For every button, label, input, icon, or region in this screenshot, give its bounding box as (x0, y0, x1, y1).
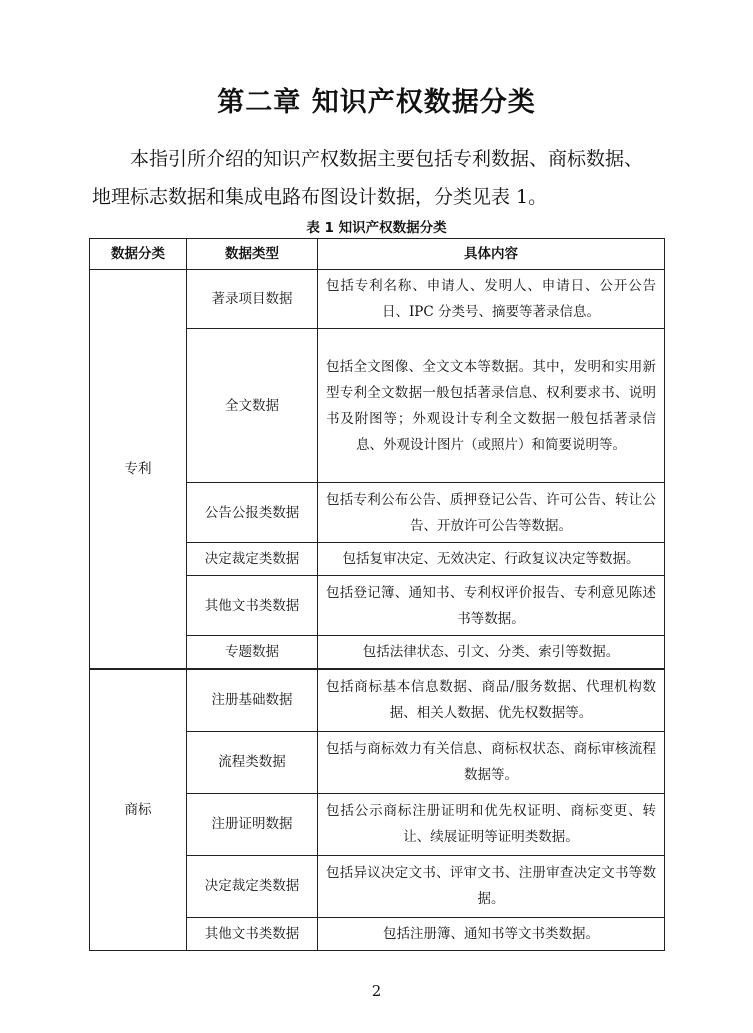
intro-paragraph (90, 140, 670, 216)
content-cell: 包括专利公布公告、质押登记公告、许可公告、转让公告、开放许可公告等数据。 (318, 483, 665, 543)
type-cell: 全文数据 (187, 329, 318, 483)
category-cell-trademark: 商标 (90, 669, 187, 950)
table-row (90, 669, 665, 731)
content-cell: 包括法律状态、引文、分类、索引等数据。 (318, 636, 665, 670)
type-cell: 注册证明数据 (187, 793, 318, 855)
header-category: 数据分类 (90, 239, 187, 270)
page-number: 2 (371, 982, 382, 1000)
table-caption: 表 1 知识产权数据分类 (306, 220, 447, 236)
intro-line-2: 地理标志数据和集成电路布图设计数据，分类见表 1。 (92, 186, 548, 208)
content-cell: 包括登记簿、通知书、专利权评价报告、专利意见陈述书等数据。 (318, 576, 665, 636)
type-cell: 其他文书类数据 (187, 917, 318, 950)
content-cell: 包括专利名称、申请人、发明人、申请日、公开公告日、IPC 分类号、摘要等著录信息。 (318, 270, 665, 329)
type-cell: 注册基础数据 (187, 669, 318, 731)
ip-data-classification-table (89, 238, 665, 951)
content-cell: 包括注册簿、通知书等文书类数据。 (318, 917, 665, 950)
type-cell: 专题数据 (187, 636, 318, 670)
content-cell: 包括与商标效力有关信息、商标权状态、商标审核流程数据等。 (318, 731, 665, 793)
category-cell-patent: 专利 (90, 270, 187, 670)
content-cell: 包括公示商标注册证明和优先权证明、商标变更、转让、续展证明等证明类数据。 (318, 793, 665, 855)
intro-line-1: 本指引所介绍的知识产权数据主要包括专利数据、商标数据、 (130, 148, 644, 170)
chapter-title: 第二章 知识产权数据分类 (217, 87, 536, 118)
content-cell: 包括全文图像、全文文本等数据。其中，发明和实用新型专利全文数据一般包括著录信息、权利要求书、说明书及附图等；外观设计专利全文数据一般包括著录信息、外观设计图片（或照片）和简要说明等。 (318, 329, 665, 483)
type-cell: 决定裁定类数据 (187, 543, 318, 576)
content-cell: 包括商标基本信息数据、商品/服务数据、代理机构数据、相关人数据、优先权数据等。 (318, 669, 665, 731)
type-cell: 其他文书类数据 (187, 576, 318, 636)
type-cell: 公告公报类数据 (187, 483, 318, 543)
content-cell: 包括复审决定、无效决定、行政复议决定等数据。 (318, 543, 665, 576)
header-type: 数据类型 (187, 239, 318, 270)
content-cell: 包括异议决定文书、评审文书、注册审查决定文书等数据。 (318, 855, 665, 917)
table-row (90, 270, 665, 329)
header-content: 具体内容 (318, 239, 665, 270)
type-cell: 流程类数据 (187, 731, 318, 793)
type-cell: 决定裁定类数据 (187, 855, 318, 917)
type-cell: 著录项目数据 (187, 270, 318, 329)
